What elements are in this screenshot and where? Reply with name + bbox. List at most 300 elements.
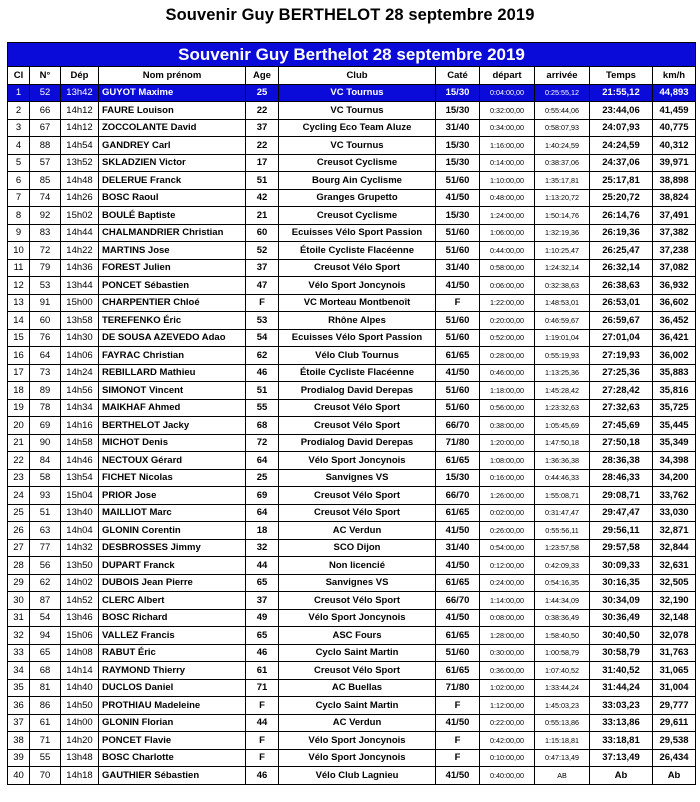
club-cell: Cyclo Saint Martin	[279, 644, 436, 662]
table-row	[8, 662, 696, 680]
rider-name-cell: DE SOUSA AZEVEDO Adao	[99, 329, 246, 347]
category-cell: 15/30	[436, 102, 480, 120]
club-cell: Granges Grupetto	[279, 189, 436, 207]
rider-name-cell: FICHET Nicolas	[99, 469, 246, 487]
departure-slot-cell: 14h04	[61, 522, 99, 540]
bib-number-cell: 58	[30, 469, 61, 487]
finish-time-cell: 1:24:32,14	[535, 259, 590, 277]
finish-time-cell: 1:55:08,71	[535, 487, 590, 505]
rider-name-cell: MARTINS Jose	[99, 242, 246, 260]
bib-number-cell: 62	[30, 574, 61, 592]
bib-number-cell: 61	[30, 714, 61, 732]
rider-name-cell: BOULÉ Baptiste	[99, 207, 246, 225]
speed-cell: 34,398	[653, 452, 696, 470]
finish-time-cell: 0:32:38,63	[535, 277, 590, 295]
col-header-dep: Dép	[61, 67, 99, 85]
start-time-cell: 0:40:00,00	[480, 767, 535, 785]
age-cell: 21	[246, 207, 279, 225]
finish-time-cell: 1:58:40,50	[535, 627, 590, 645]
club-cell: Bourg Ain Cyclisme	[279, 172, 436, 190]
club-cell: Rhône Alpes	[279, 312, 436, 330]
col-header-time: Temps	[590, 67, 653, 85]
departure-slot-cell: 14h14	[61, 662, 99, 680]
club-cell: VC Tournus	[279, 137, 436, 155]
finish-time-cell: 1:13:25,36	[535, 364, 590, 382]
start-time-cell: 0:44:00,00	[480, 242, 535, 260]
club-cell: Creusot Vélo Sport	[279, 259, 436, 277]
start-time-cell: 0:30:00,00	[480, 644, 535, 662]
start-time-cell: 0:14:00,00	[480, 154, 535, 172]
bib-number-cell: 66	[30, 102, 61, 120]
age-cell: 25	[246, 469, 279, 487]
rank-cell: 14	[8, 312, 30, 330]
category-cell: 41/50	[436, 522, 480, 540]
speed-cell: 35,883	[653, 364, 696, 382]
speed-cell: 32,190	[653, 592, 696, 610]
rider-name-cell: BOSC Charlotte	[99, 749, 246, 767]
rider-name-cell: PONCET Flavie	[99, 732, 246, 750]
elapsed-time-cell: 21:55,12	[590, 84, 653, 102]
age-cell: 55	[246, 399, 279, 417]
finish-time-cell: 1:10:25,47	[535, 242, 590, 260]
category-cell: 41/50	[436, 767, 480, 785]
rider-name-cell: TEREFENKO Éric	[99, 312, 246, 330]
departure-slot-cell: 13h46	[61, 609, 99, 627]
elapsed-time-cell: 29:56,11	[590, 522, 653, 540]
departure-slot-cell: 15h02	[61, 207, 99, 225]
speed-cell: 32,078	[653, 627, 696, 645]
rider-name-cell: PONCET Sébastien	[99, 277, 246, 295]
rider-name-cell: ZOCCOLANTE David	[99, 119, 246, 137]
category-cell: 61/65	[436, 347, 480, 365]
bib-number-cell: 71	[30, 732, 61, 750]
table-row	[8, 84, 696, 102]
table-row	[8, 207, 696, 225]
rank-cell: 9	[8, 224, 30, 242]
rider-name-cell: GAUTHIER Sébastien	[99, 767, 246, 785]
departure-slot-cell: 15h04	[61, 487, 99, 505]
finish-time-cell: 1:45:03,23	[535, 697, 590, 715]
elapsed-time-cell: 27:19,93	[590, 347, 653, 365]
start-time-cell: 0:26:00,00	[480, 522, 535, 540]
category-cell: 51/60	[436, 329, 480, 347]
start-time-cell: 0:02:00,00	[480, 504, 535, 522]
finish-time-cell: 1:00:58,79	[535, 644, 590, 662]
category-cell: 15/30	[436, 154, 480, 172]
elapsed-time-cell: 26:32,14	[590, 259, 653, 277]
category-cell: F	[436, 732, 480, 750]
finish-time-cell: 0:55:19,93	[535, 347, 590, 365]
rank-cell: 23	[8, 469, 30, 487]
elapsed-time-cell: 24:24,59	[590, 137, 653, 155]
age-cell: 61	[246, 662, 279, 680]
speed-cell: 31,065	[653, 662, 696, 680]
rank-cell: 8	[8, 207, 30, 225]
start-time-cell: 0:36:00,00	[480, 662, 535, 680]
rank-cell: 27	[8, 539, 30, 557]
speed-cell: 36,452	[653, 312, 696, 330]
category-cell: 71/80	[436, 434, 480, 452]
departure-slot-cell: 15h06	[61, 627, 99, 645]
category-cell: 41/50	[436, 557, 480, 575]
finish-time-cell: 0:55:44,06	[535, 102, 590, 120]
elapsed-time-cell: 29:47,47	[590, 504, 653, 522]
club-cell: Creusot Cyclisme	[279, 154, 436, 172]
category-cell: 61/65	[436, 627, 480, 645]
start-time-cell: 0:32:00,00	[480, 102, 535, 120]
speed-cell: 29,538	[653, 732, 696, 750]
bib-number-cell: 67	[30, 119, 61, 137]
finish-time-cell: 1:19:01,04	[535, 329, 590, 347]
elapsed-time-cell: 33:03,23	[590, 697, 653, 715]
age-cell: 17	[246, 154, 279, 172]
club-cell: Vélo Sport Joncynois	[279, 452, 436, 470]
departure-slot-cell: 14h40	[61, 679, 99, 697]
elapsed-time-cell: 26:25,47	[590, 242, 653, 260]
start-time-cell: 0:16:00,00	[480, 469, 535, 487]
bib-number-cell: 87	[30, 592, 61, 610]
departure-slot-cell: 14h22	[61, 242, 99, 260]
club-cell: Vélo Club Lagnieu	[279, 767, 436, 785]
header-row	[8, 67, 696, 85]
finish-time-cell: 1:44:34,09	[535, 592, 590, 610]
bib-number-cell: 53	[30, 277, 61, 295]
departure-slot-cell: 14h44	[61, 224, 99, 242]
finish-time-cell: 1:45:28,42	[535, 382, 590, 400]
elapsed-time-cell: 28:46,33	[590, 469, 653, 487]
club-cell: Vélo Sport Joncynois	[279, 609, 436, 627]
rider-name-cell: MAILLIOT Marc	[99, 504, 246, 522]
table-row	[8, 294, 696, 312]
elapsed-time-cell: 25:17,81	[590, 172, 653, 190]
departure-slot-cell: 14h18	[61, 767, 99, 785]
rank-cell: 28	[8, 557, 30, 575]
departure-slot-cell: 14h50	[61, 697, 99, 715]
bib-number-cell: 68	[30, 662, 61, 680]
speed-cell: 32,505	[653, 574, 696, 592]
rank-cell: 26	[8, 522, 30, 540]
elapsed-time-cell: 29:57,58	[590, 539, 653, 557]
bib-number-cell: 94	[30, 627, 61, 645]
bib-number-cell: 85	[30, 172, 61, 190]
club-cell: Étoile Cycliste Flacéenne	[279, 242, 436, 260]
start-time-cell: 0:20:00,00	[480, 312, 535, 330]
rider-name-cell: GUYOT Maxime	[99, 84, 246, 102]
start-time-cell: 0:46:00,00	[480, 364, 535, 382]
category-cell: F	[436, 749, 480, 767]
rank-cell: 25	[8, 504, 30, 522]
departure-slot-cell: 14h16	[61, 417, 99, 435]
age-cell: 42	[246, 189, 279, 207]
rider-name-cell: BOSC Raoul	[99, 189, 246, 207]
bib-number-cell: 74	[30, 189, 61, 207]
speed-cell: 35,816	[653, 382, 696, 400]
start-time-cell: 0:42:00,00	[480, 732, 535, 750]
age-cell: 54	[246, 329, 279, 347]
rank-cell: 4	[8, 137, 30, 155]
speed-cell: 39,971	[653, 154, 696, 172]
category-cell: 61/65	[436, 574, 480, 592]
category-cell: 71/80	[436, 679, 480, 697]
departure-slot-cell: 14h36	[61, 259, 99, 277]
age-cell: 46	[246, 364, 279, 382]
club-cell: Sanvignes VS	[279, 469, 436, 487]
departure-slot-cell: 13h40	[61, 504, 99, 522]
category-cell: F	[436, 697, 480, 715]
table-row	[8, 539, 696, 557]
rank-cell: 6	[8, 172, 30, 190]
bib-number-cell: 91	[30, 294, 61, 312]
age-cell: 53	[246, 312, 279, 330]
finish-time-cell: 0:44:46,33	[535, 469, 590, 487]
rank-cell: 19	[8, 399, 30, 417]
table-row	[8, 627, 696, 645]
rank-cell: 40	[8, 767, 30, 785]
finish-time-cell: 1:13:20,72	[535, 189, 590, 207]
elapsed-time-cell: 30:16,35	[590, 574, 653, 592]
table-row	[8, 312, 696, 330]
rider-name-cell: NECTOUX Gérard	[99, 452, 246, 470]
departure-slot-cell: 14h08	[61, 644, 99, 662]
rank-cell: 34	[8, 662, 30, 680]
category-cell: 51/60	[436, 172, 480, 190]
rider-name-cell: DUCLOS Daniel	[99, 679, 246, 697]
speed-cell: 31,763	[653, 644, 696, 662]
rider-name-cell: RAYMOND Thierry	[99, 662, 246, 680]
speed-cell: 32,871	[653, 522, 696, 540]
table-row	[8, 592, 696, 610]
club-cell: VC Tournus	[279, 84, 436, 102]
col-header-number: N°	[30, 67, 61, 85]
start-time-cell: 0:52:00,00	[480, 329, 535, 347]
col-header-club: Club	[279, 67, 436, 85]
age-cell: 64	[246, 452, 279, 470]
elapsed-time-cell: 30:09,33	[590, 557, 653, 575]
rider-name-cell: SIMONOT Vincent	[99, 382, 246, 400]
bib-number-cell: 90	[30, 434, 61, 452]
age-cell: 47	[246, 277, 279, 295]
elapsed-time-cell: 24:37,06	[590, 154, 653, 172]
age-cell: 60	[246, 224, 279, 242]
rank-cell: 29	[8, 574, 30, 592]
rank-cell: 24	[8, 487, 30, 505]
departure-slot-cell: 14h34	[61, 399, 99, 417]
age-cell: 68	[246, 417, 279, 435]
speed-cell: 29,777	[653, 697, 696, 715]
col-header-cl: Cl	[8, 67, 30, 85]
departure-slot-cell: 14h00	[61, 714, 99, 732]
bib-number-cell: 77	[30, 539, 61, 557]
table-row	[8, 189, 696, 207]
elapsed-time-cell: 26:53,01	[590, 294, 653, 312]
start-time-cell: 0:24:00,00	[480, 574, 535, 592]
category-cell: 61/65	[436, 504, 480, 522]
rider-name-cell: VALLEZ Francis	[99, 627, 246, 645]
elapsed-time-cell: 27:01,04	[590, 329, 653, 347]
bib-number-cell: 84	[30, 452, 61, 470]
start-time-cell: 1:02:00,00	[480, 679, 535, 697]
start-time-cell: 1:12:00,00	[480, 697, 535, 715]
rider-name-cell: CHALMANDRIER Christian	[99, 224, 246, 242]
rider-name-cell: REBILLARD Mathieu	[99, 364, 246, 382]
start-time-cell: 0:34:00,00	[480, 119, 535, 137]
finish-time-cell: 1:33:44,24	[535, 679, 590, 697]
speed-cell: 40,775	[653, 119, 696, 137]
bib-number-cell: 51	[30, 504, 61, 522]
category-cell: 41/50	[436, 189, 480, 207]
elapsed-time-cell: 29:08,71	[590, 487, 653, 505]
rank-cell: 30	[8, 592, 30, 610]
club-cell: Creusot Vélo Sport	[279, 662, 436, 680]
elapsed-time-cell: 26:19,36	[590, 224, 653, 242]
bib-number-cell: 64	[30, 347, 61, 365]
elapsed-time-cell: 27:28,42	[590, 382, 653, 400]
age-cell: 32	[246, 539, 279, 557]
rank-cell: 32	[8, 627, 30, 645]
start-time-cell: 0:54:00,00	[480, 539, 535, 557]
bib-number-cell: 83	[30, 224, 61, 242]
elapsed-time-cell: 33:13,86	[590, 714, 653, 732]
start-time-cell: 1:16:00,00	[480, 137, 535, 155]
club-cell: Sanvignes VS	[279, 574, 436, 592]
table-row	[8, 557, 696, 575]
bib-number-cell: 76	[30, 329, 61, 347]
club-cell: Vélo Sport Joncynois	[279, 732, 436, 750]
bib-number-cell: 89	[30, 382, 61, 400]
speed-cell: 32,631	[653, 557, 696, 575]
table-row	[8, 714, 696, 732]
club-cell: Prodialog David Derepas	[279, 434, 436, 452]
table-row	[8, 487, 696, 505]
rank-cell: 1	[8, 84, 30, 102]
elapsed-time-cell: 27:50,18	[590, 434, 653, 452]
age-cell: 37	[246, 119, 279, 137]
departure-slot-cell: 14h48	[61, 172, 99, 190]
category-cell: 51/60	[436, 224, 480, 242]
rank-cell: 12	[8, 277, 30, 295]
speed-cell: 37,491	[653, 207, 696, 225]
bib-number-cell: 60	[30, 312, 61, 330]
finish-time-cell: 0:54:16,35	[535, 574, 590, 592]
speed-cell: 34,200	[653, 469, 696, 487]
category-cell: 51/60	[436, 242, 480, 260]
departure-slot-cell: 13h58	[61, 312, 99, 330]
departure-slot-cell: 14h20	[61, 732, 99, 750]
category-cell: 15/30	[436, 469, 480, 487]
age-cell: F	[246, 749, 279, 767]
age-cell: 52	[246, 242, 279, 260]
bib-number-cell: 52	[30, 84, 61, 102]
rank-cell: 38	[8, 732, 30, 750]
finish-time-cell: 0:55:13,86	[535, 714, 590, 732]
age-cell: 22	[246, 102, 279, 120]
age-cell: F	[246, 294, 279, 312]
age-cell: 72	[246, 434, 279, 452]
table-row	[8, 329, 696, 347]
departure-slot-cell: 13h54	[61, 469, 99, 487]
page-title: Souvenir Guy BERTHELOT 28 septembre 2019	[165, 6, 535, 24]
rider-name-cell: DESBROSSES Jimmy	[99, 539, 246, 557]
start-time-cell: 0:58:00,00	[480, 259, 535, 277]
finish-time-cell: 1:23:57,58	[535, 539, 590, 557]
bib-number-cell: 54	[30, 609, 61, 627]
start-time-cell: 0:38:00,00	[480, 417, 535, 435]
bib-number-cell: 81	[30, 679, 61, 697]
departure-slot-cell: 14h46	[61, 452, 99, 470]
table-row	[8, 767, 696, 785]
departure-slot-cell: 13h48	[61, 749, 99, 767]
club-cell: VC Morteau Montbenoît	[279, 294, 436, 312]
rank-cell: 16	[8, 347, 30, 365]
departure-slot-cell: 13h52	[61, 154, 99, 172]
age-cell: 37	[246, 259, 279, 277]
category-cell: 31/40	[436, 259, 480, 277]
rider-name-cell: GANDREY Carl	[99, 137, 246, 155]
club-cell: Vélo Club Tournus	[279, 347, 436, 365]
start-time-cell: 1:22:00,00	[480, 294, 535, 312]
age-cell: 69	[246, 487, 279, 505]
category-cell: 66/70	[436, 592, 480, 610]
finish-time-cell: 1:23:32,63	[535, 399, 590, 417]
rider-name-cell: FOREST Julien	[99, 259, 246, 277]
category-cell: 15/30	[436, 207, 480, 225]
club-cell: Étoile Cycliste Flacéenne	[279, 364, 436, 382]
table-row	[8, 504, 696, 522]
age-cell: 65	[246, 574, 279, 592]
speed-cell: 29,611	[653, 714, 696, 732]
rider-name-cell: DUPART Franck	[99, 557, 246, 575]
rank-cell: 36	[8, 697, 30, 715]
rider-name-cell: FAURE Louison	[99, 102, 246, 120]
club-cell: Creusot Cyclisme	[279, 207, 436, 225]
start-time-cell: 1:18:00,00	[480, 382, 535, 400]
elapsed-time-cell: 26:59,67	[590, 312, 653, 330]
table-row	[8, 172, 696, 190]
category-cell: 61/65	[436, 662, 480, 680]
rank-cell: 20	[8, 417, 30, 435]
finish-time-cell: 0:47:13,49	[535, 749, 590, 767]
club-cell: Creusot Vélo Sport	[279, 504, 436, 522]
speed-cell: 33,030	[653, 504, 696, 522]
departure-slot-cell: 14h24	[61, 364, 99, 382]
finish-time-cell: 0:58:07,93	[535, 119, 590, 137]
club-cell: SCO Dijon	[279, 539, 436, 557]
start-time-cell: 0:06:00,00	[480, 277, 535, 295]
rider-name-cell: CLERC Albert	[99, 592, 246, 610]
rider-name-cell: MAIKHAF Ahmed	[99, 399, 246, 417]
col-header-age: Age	[246, 67, 279, 85]
table-row	[8, 102, 696, 120]
bib-number-cell: 70	[30, 767, 61, 785]
bib-number-cell: 57	[30, 154, 61, 172]
start-time-cell: 1:24:00,00	[480, 207, 535, 225]
bib-number-cell: 93	[30, 487, 61, 505]
bib-number-cell: 78	[30, 399, 61, 417]
club-cell: Creusot Vélo Sport	[279, 417, 436, 435]
bib-number-cell: 65	[30, 644, 61, 662]
bib-number-cell: 86	[30, 697, 61, 715]
table-row	[8, 522, 696, 540]
table-row	[8, 382, 696, 400]
category-cell: F	[436, 294, 480, 312]
rider-name-cell: MICHOT Denis	[99, 434, 246, 452]
finish-time-cell: 0:46:59,67	[535, 312, 590, 330]
table-row	[8, 154, 696, 172]
speed-cell: 38,898	[653, 172, 696, 190]
age-cell: 46	[246, 644, 279, 662]
age-cell: 37	[246, 592, 279, 610]
finish-time-cell: AB	[535, 767, 590, 785]
